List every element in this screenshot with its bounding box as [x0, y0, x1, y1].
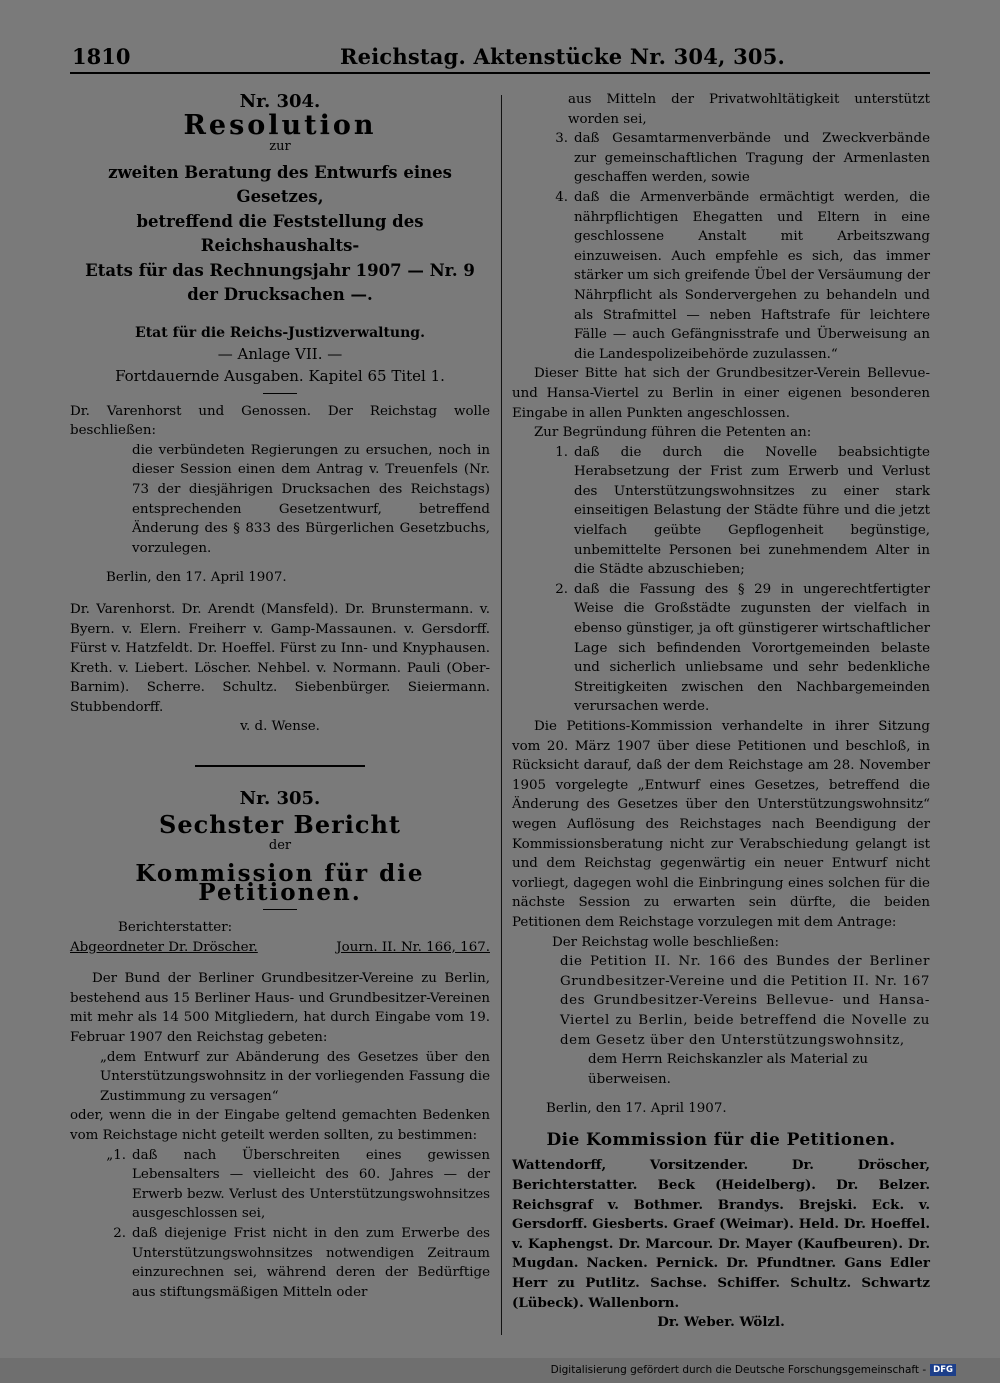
kommission-signature-title: Die Kommission für die Petitionen.	[546, 1129, 896, 1150]
subtitle-line: Etats für das Rechnungsjahr 1907 — Nr. 9	[85, 260, 475, 280]
signatories-last: v. d. Wense.	[240, 719, 320, 735]
resolution-subtitle	[70, 161, 490, 308]
list-number: 1.	[555, 444, 568, 460]
list-number: 3.	[555, 131, 568, 147]
paragraph: Zur Begründung führen die Petenten an:	[534, 425, 812, 441]
zur-label: zur	[269, 139, 291, 155]
der-label: der	[268, 838, 292, 854]
paragraph: Dieser Bitte hat sich der Grundbesitzer-Verein Bellevue- und Hansa-Viertel zu Berlin in einer eigenen besonderen Eingabe in allen Punkten angeschlossen.	[512, 366, 930, 421]
nr-305-heading: Nr. 305.	[239, 788, 321, 810]
list-item	[542, 580, 930, 717]
journal-number: Journ. II. Nr. 166, 167.	[336, 939, 490, 955]
list-text: daß diejenige Frist nicht in den zum Erwerbe des Unterstützungswohnsitzes notwendigen Zeitraum einzurechnen sei, während deren der Bedürftige aus stiftungsmäßigen Mitteln oder	[132, 1225, 490, 1300]
list-number: 2.	[113, 1225, 126, 1241]
section-separator	[195, 765, 365, 767]
page-header-title: Reichstag. Aktenstücke Nr. 304, 305.	[340, 44, 786, 69]
subtitle-line: zweiten Beratung des Entwurfs eines Gesetzes,	[108, 162, 452, 207]
motion-intro: Dr. Varenhorst und Genossen. Der Reichstag wolle beschließen:	[70, 403, 490, 439]
paragraph: Die Petitions-Kommission verhandelte in ihrer Sitzung vom 20. März 1907 über diese Petitionen und beschloß, in Rücksicht darauf, daß der dem Reichstage am 28. November 1905 vorgelegte „Entwurf eines Gesetzes, betreffend die Änderung des Gesetzes über den Unterstützungswohnsitz“ wegen Auflösung des Reichstages nach Beendigung der Kommissionsberatung nicht zur Verabschiedung gelangt ist und dem Reichstag gegenwärtig ein neuer Entwurf nicht vorliegt, dagegen wohl die Einbringung eines solchen für die nächste Session zu erwarten sein dürfte, die beiden Petitionen dem Reichstage vorzulegen mit dem Antrage:	[512, 719, 930, 930]
page-number: 1810	[72, 44, 131, 69]
short-rule	[263, 909, 297, 910]
list-text: daß nach Überschreiten eines gewissen Lebensalters — vielleicht des 60. Jahres — der Erwerb bezw. Verlust des Unterstützungswohnsitzes ausgeschlossen sei,	[132, 1147, 490, 1222]
kommission-members-last: Dr. Weber. Wölzl.	[657, 1314, 785, 1331]
etat-heading: Etat für die Reichs-Justizverwaltung.	[135, 324, 425, 341]
list-item	[542, 129, 930, 188]
paragraph: Der Reichstag wolle beschließen:	[552, 934, 780, 950]
subtitle-line: der Drucksachen —.	[187, 285, 373, 305]
paragraph: Der Bund der Berliner Grundbesitzer-Vereine zu Berlin, bestehend aus 15 Berliner Haus- und Grundbesitzer-Vereinen mit mehr als 14 500 Mitgliedern, hat durch Eingabe vom 19. Februar 1907 den Reichstag gebeten:	[70, 971, 490, 1045]
motion-text: die verbündeten Regierungen zu ersuchen, noch in dieser Session einen dem Antrag v. Treuenfels (Nr. 73 der diesjährigen Drucksachen des Reichstags) entsprechenden Gesetzentwurf, betreffend Änderung des § 833 des Bürgerlichen Gesetzbuchs, vorzulegen.	[132, 442, 490, 556]
list-item	[542, 443, 930, 580]
short-rule	[263, 393, 297, 394]
kommission-title: Kommission für die Petitionen.	[135, 859, 425, 907]
antrag-text: die Petition II. Nr. 166 des Bundes der Berliner Grundbesitzer-Vereine und die Petition II. Nr. 167 des Grundbesitzer-Vereins Bellevue- und Hansa-Viertel zu Berlin, beide betreffend die Novelle zu dem Gesetz über den Unterstützungswohnsitz,	[560, 954, 930, 1048]
footer-text: Digitalisierung gefördert durch die Deutsche Forschungsgemeinschaft -	[550, 1364, 927, 1376]
reporter-row	[70, 938, 490, 958]
list-text: daß die durch die Novelle beabsichtigte Herabsetzung der Frist zum Erwerb und Verlust des Unterstützungswohnsitzes zu einer stark einseitigen Belastung der Städte führe und die jetzt vielfach geübte Gepflogenheit begünstige, unbemittelte Personen bei zunehmendem Alter in die Städte abzuschieben;	[574, 444, 930, 578]
paragraph: oder, wenn die in der Eingabe geltend gemachten Bedenken vom Reichstage nicht geteilt werden sollten, zu bestimmen:	[70, 1108, 490, 1143]
list-number: „1.	[106, 1147, 126, 1163]
list-number: 4.	[555, 189, 568, 205]
list-item	[542, 188, 930, 364]
dfg-logo-icon: DFG	[930, 1364, 956, 1376]
kapitel-heading: Fortdauernde Ausgaben. Kapitel 65 Titel 1.	[115, 366, 445, 385]
footer	[551, 1364, 956, 1376]
begruendung-list	[542, 443, 930, 717]
list-text: daß die Armenverbände ermächtigt werden, die nährpflichtigen Ehegatten und Eltern in eine geschlossene Anstalt mit Arbeitszwang einzuweisen. Auch empfehle es sich, das immer stärker um sich greifende Übel der Versäumung der Nährpflicht als Sondervergehen zu behandeln und als Strafmittel — neben Haftstrafe für leichtere Fälle — auch Gefängnisstrafe und Überweisung an die Landespolizeibehörde zuzulassen.“	[574, 189, 930, 362]
resolution-title: Resolution	[183, 109, 377, 141]
continuation-text: aus Mitteln der Privatwohltätigkeit unterstützt worden sei,	[568, 92, 930, 127]
right-column	[512, 90, 930, 1333]
header-rule	[70, 72, 930, 74]
date-line: Berlin, den 17. April 1907.	[546, 1101, 727, 1117]
subtitle-line: betreffend die Feststellung des Reichshaushalts-	[136, 211, 424, 256]
reporter-name: Abgeordneter Dr. Dröscher.	[70, 939, 258, 955]
kommission-members: Wattendorff, Vorsitzender. Dr. Dröscher, Berichterstatter. Beck (Heidelberg). Dr. Belzer. Reichsgraf v. Bothmer. Brandys. Brejski. Eck. v. Gersdorff. Giesberts. Graef (Weimar). Held. Dr. Hoeffel. v. Kaphengst. Dr. Marcour. Dr. Mayer (Kaufbeuren). Dr. Mugdan. Nacken. Pernick. Dr. Pfundtner. Gans Edler Herr zu Putlitz. Sachse. Schiffer. Schultz. Schwartz (Lübeck). Wallenborn.	[512, 1157, 930, 1311]
list-text: daß Gesamtarmenverbände und Zweckverbände zur gemeinschaftlichen Tragung der Armenlasten geschaffen werden, sowie	[574, 131, 930, 186]
anlage-heading: — Anlage VII. —	[217, 345, 343, 364]
bericht-title: Sechster Bericht	[159, 809, 401, 839]
berichterstatter-label: Berichterstatter:	[118, 920, 233, 936]
date-line: Berlin, den 17. April 1907.	[106, 570, 287, 586]
petition-list	[100, 1146, 490, 1303]
petition-list-continued	[542, 129, 930, 364]
left-column	[70, 90, 490, 1302]
list-text: daß die Fassung des § 29 in ungerechtfertigter Weise die Großstädte zugunsten der vielfach in ebenso günstiger, ja oft günstigerer wirtschaftlicher Lage sich befindenden Vorortgemeinden belaste und sicherlich unliebsame und sehr bedenkliche Streitigkeiten zwischen den Nachbargemeinden verursachen werde.	[574, 581, 930, 715]
nr-304-heading: Nr. 304.	[239, 91, 321, 112]
list-number: 2.	[555, 581, 568, 597]
signatories: Dr. Varenhorst. Dr. Arendt (Mansfeld). Dr. Brunstermann. v. Byern. v. Elern. Freiherr v. Gamp-Massaunen. v. Gersdorff. Fürst v. Hatzfeldt. Dr. Hoeffel. Fürst zu Inn- und Knyphausen. Kreth. v. Liebert. Löscher. Nehbel. v. Normann. Pauli (Ober-Barnim). Scherre. Schultz. Siebenbürger. Sieiermann. Stubbendorff.	[70, 601, 490, 715]
quote: „dem Entwurf zur Abänderung des Gesetzes über den Unterstützungswohnsitz in der vorliegenden Fassung die Zustimmung zu versagen“	[100, 1049, 490, 1104]
column-divider	[501, 95, 502, 1335]
ueberweisung-text: dem Herrn Reichskanzler als Material zu überweisen.	[588, 1052, 868, 1087]
list-item	[100, 1146, 490, 1224]
list-item	[100, 1224, 490, 1302]
